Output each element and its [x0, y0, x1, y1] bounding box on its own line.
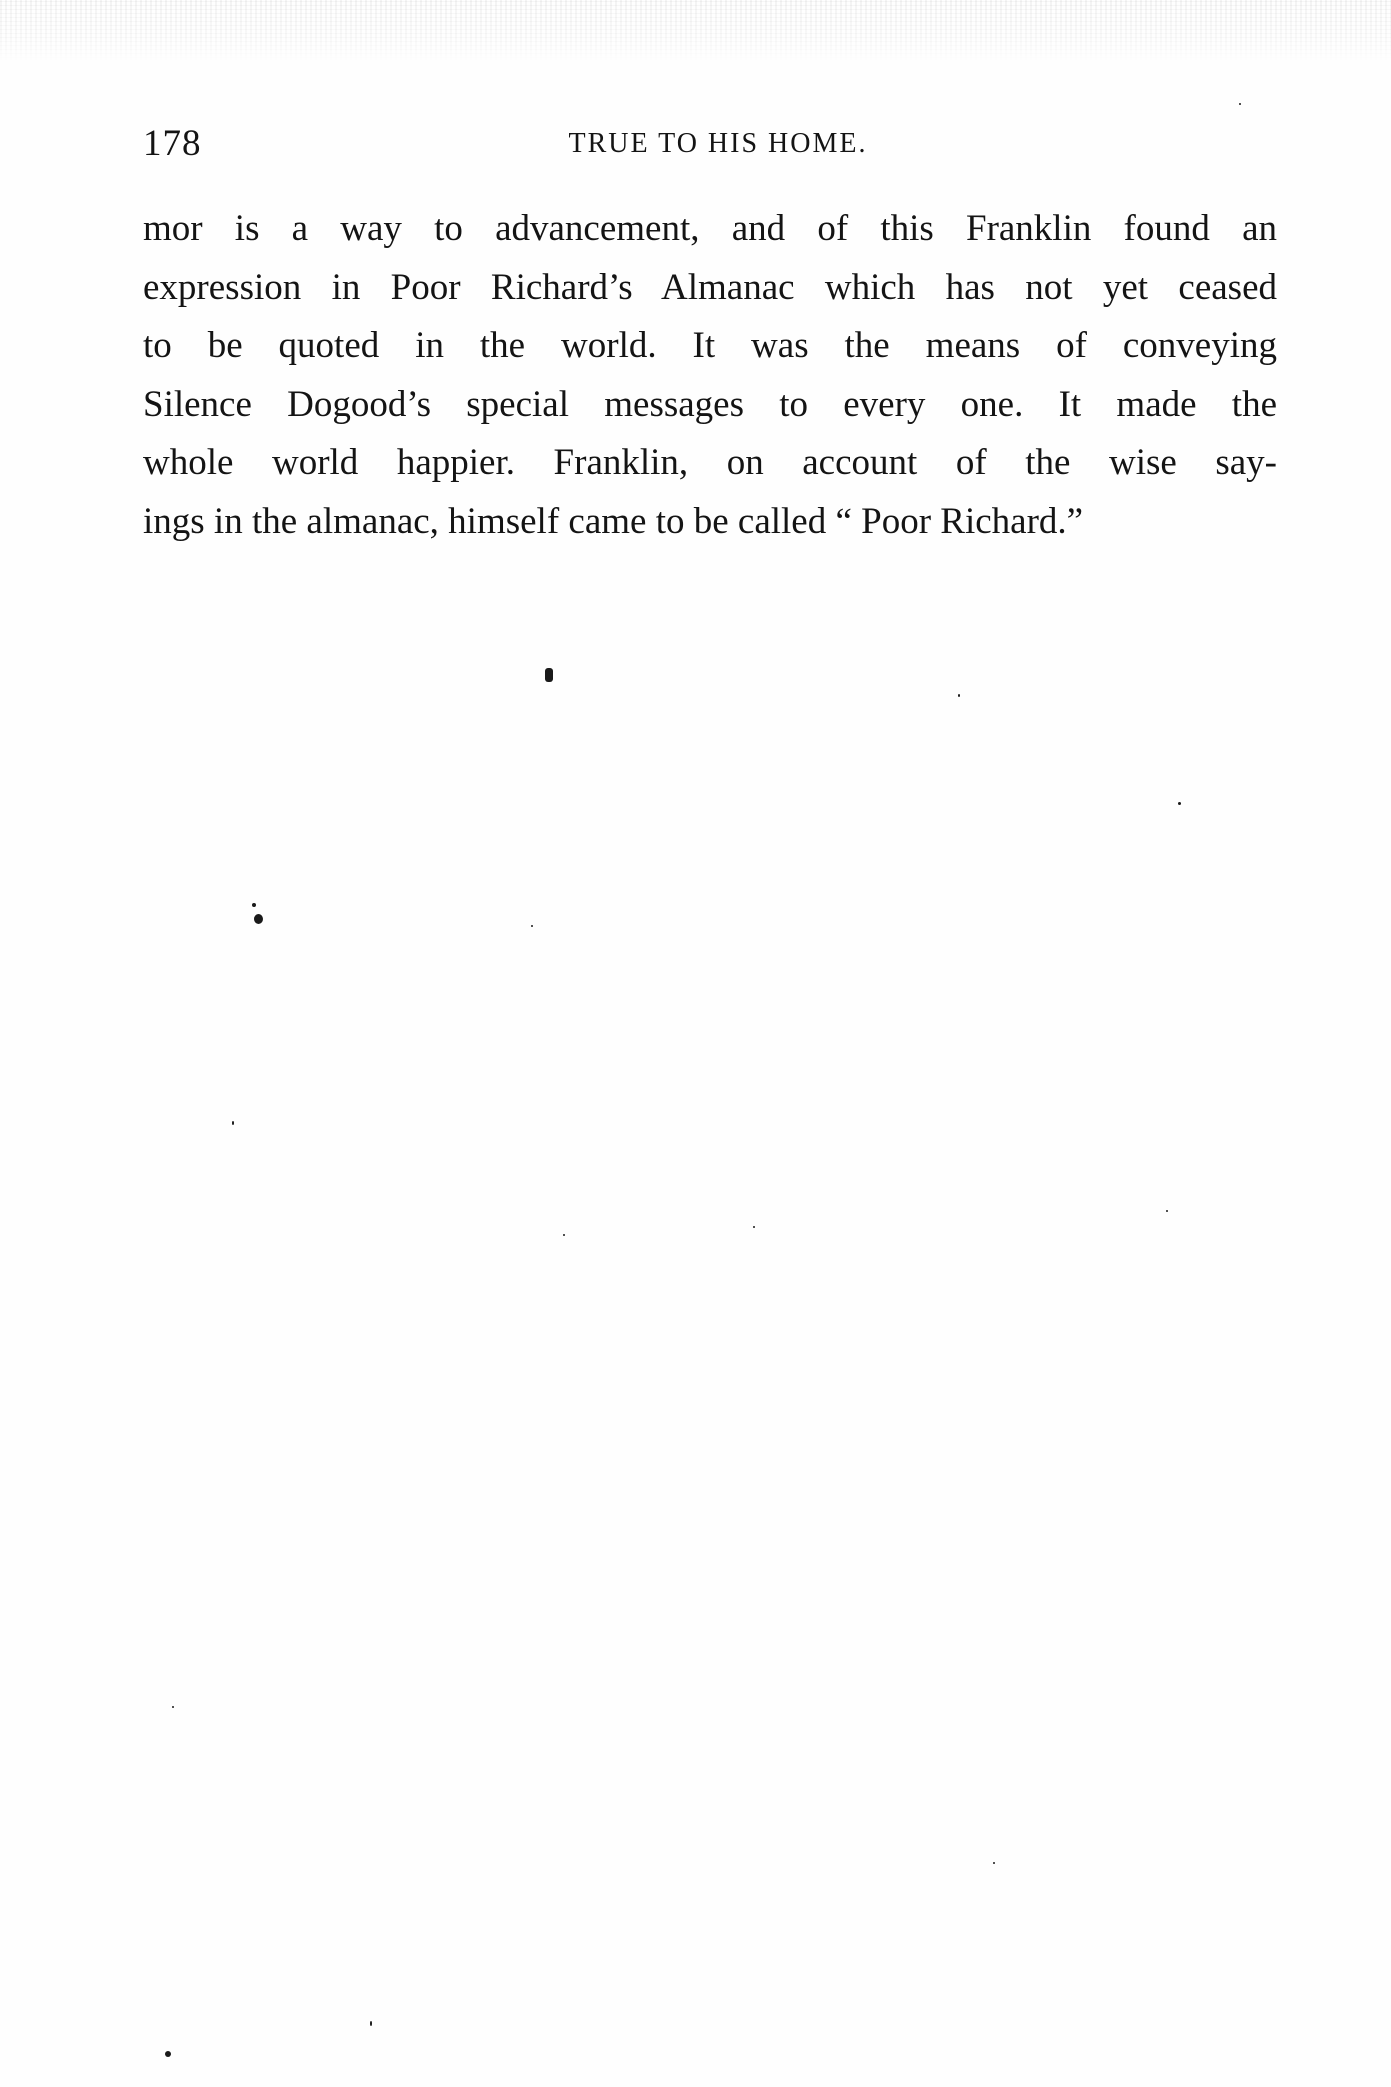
text-line: to be quoted in the world. It was the means of conveying: [143, 325, 1277, 366]
running-head: [143, 122, 1273, 166]
text-line: ings in the almanac, himself came to be called “ Poor Richard.”: [143, 500, 1084, 542]
text-line: whole world happier. Franklin, on account of the wise say-: [143, 442, 1277, 483]
text-line: Silence Dogood’s special messages to every one. It made the: [143, 383, 1277, 425]
ink-speck: [232, 1121, 234, 1125]
ink-speck: [1239, 103, 1241, 105]
ink-speck: [753, 1226, 755, 1228]
ink-speck: [370, 2021, 372, 2026]
text-line: mor is a way to advancement, and of this Franklin found an: [143, 208, 1277, 249]
ink-speck: [254, 914, 263, 924]
ink-speck: [958, 694, 960, 697]
ink-speck: [172, 1706, 174, 1708]
scan-edge-noise: [0, 0, 1391, 62]
page-number: 178: [143, 123, 202, 164]
ink-speck: [165, 2051, 171, 2057]
body-paragraph: [143, 200, 1277, 551]
ink-speck: [531, 925, 533, 927]
ink-speck: [545, 668, 553, 682]
ink-speck: [993, 1862, 995, 1864]
ink-speck: [1166, 1210, 1168, 1212]
text-line: expression in Poor Richard’s Almanac which has not yet ceased: [143, 266, 1277, 308]
ink-speck: [1178, 802, 1181, 805]
running-title: TRUE TO HIS HOME.: [568, 128, 868, 159]
ink-speck: [252, 903, 256, 907]
ink-speck: [563, 1234, 565, 1236]
